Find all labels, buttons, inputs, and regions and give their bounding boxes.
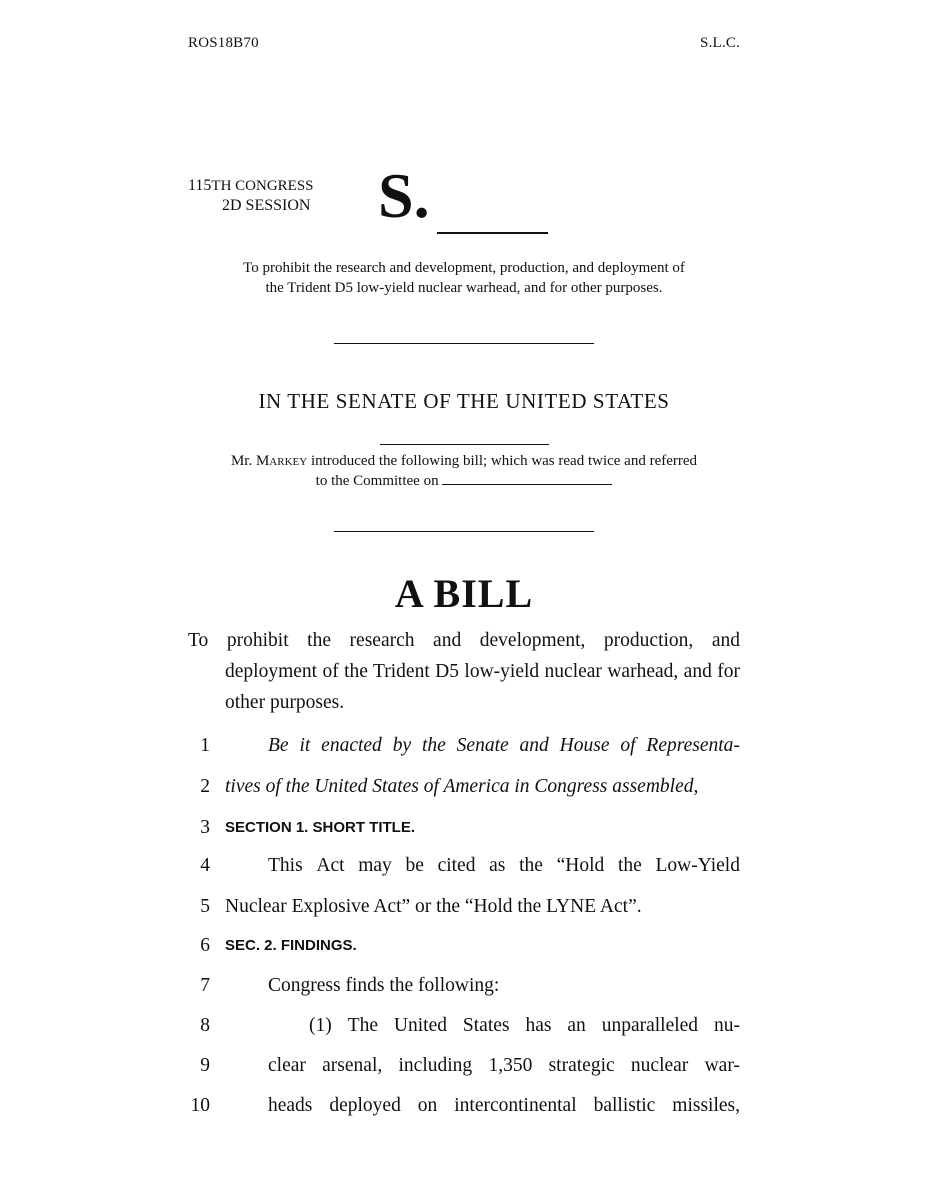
line-text (225, 852, 740, 880)
introduction-line: to the Committee on (188, 471, 740, 491)
word: deployed (329, 1095, 401, 1116)
line-number: 1 (200, 735, 210, 756)
bill-line (188, 852, 740, 880)
bill-line (188, 773, 740, 801)
bill-number-blank (437, 232, 548, 234)
line-text (268, 1092, 740, 1120)
word: nuclear (630, 1055, 689, 1076)
word: States (462, 1015, 510, 1036)
word: cited (437, 855, 476, 876)
line-text (225, 1012, 740, 1040)
congress-line: 115TH CONGRESS (188, 177, 314, 194)
word: 1,350 (488, 1055, 533, 1076)
section-heading: SEC. 2. FINDINGS. (225, 937, 357, 954)
short-purpose-line: the Trident D5 low-yield nuclear warhead, and for other purposes. (265, 280, 663, 296)
word: be (405, 855, 424, 876)
word: clear (268, 1055, 306, 1076)
committee-blank (442, 471, 612, 485)
word: by (392, 735, 412, 756)
divider (334, 531, 594, 532)
line-number: 10 (190, 1095, 210, 1116)
word: missiles, (672, 1095, 740, 1116)
word: ballistic (593, 1095, 656, 1116)
bill-line (188, 932, 740, 960)
word: may (358, 855, 392, 876)
bill-prefix: S. (378, 160, 430, 231)
word: Low-Yield (655, 855, 740, 876)
word: Act (316, 855, 345, 876)
line-text: Congress finds the following: (268, 975, 500, 996)
bill-line (188, 893, 740, 921)
line-number: 8 (200, 1015, 210, 1036)
bill-line (188, 732, 740, 760)
word: has (525, 1015, 552, 1036)
section-heading: SECTION 1. SHORT TITLE. (225, 819, 416, 836)
word: as (489, 855, 506, 876)
line-number: 2 (200, 776, 210, 797)
word: House (559, 735, 610, 756)
word: on (417, 1095, 438, 1116)
word: This (268, 855, 303, 876)
word: war- (704, 1055, 740, 1076)
session-line: 2D SESSION (222, 197, 311, 214)
line-number: 3 (200, 817, 210, 838)
word: the (519, 855, 543, 876)
word: Be (268, 735, 289, 756)
word: Senate (456, 735, 509, 756)
word: heads (268, 1095, 313, 1116)
bill-line (188, 814, 740, 842)
word: Representa- (646, 735, 740, 756)
word: strategic (548, 1055, 615, 1076)
introduction-line: Mr. Markey introduced the following bill; which was read twice and referred (230, 453, 698, 469)
bill-line (188, 1092, 740, 1120)
word: (1) (309, 1015, 332, 1036)
word: intercontinental (454, 1095, 577, 1116)
chamber-heading: IN THE SENATE OF THE UNITED STATES (258, 389, 670, 413)
line-text: Nuclear Explosive Act” or the “Hold the LYNE Act”. (225, 896, 642, 917)
long-purpose: To prohibit the research and development, production, and deployment of the Trident D5 low-yield nuclear warhead, and for other purposes. (188, 630, 740, 713)
word: The (347, 1015, 378, 1036)
divider (380, 444, 549, 445)
congress-session (188, 176, 314, 215)
word: of (620, 735, 636, 756)
word: the (617, 855, 642, 876)
introduction (188, 451, 740, 491)
word: and (519, 735, 549, 756)
bill-line (188, 1052, 740, 1080)
word: enacted (321, 735, 382, 756)
word: an (567, 1015, 586, 1036)
line-number: 5 (200, 896, 210, 917)
word: the (421, 735, 446, 756)
word: including (398, 1055, 473, 1076)
line-number: 7 (200, 975, 210, 996)
word: nu- (713, 1015, 740, 1036)
word: “Hold (556, 855, 605, 876)
bill-heading: A BILL (394, 571, 534, 616)
word: unparalleled (601, 1015, 699, 1036)
line-text (225, 732, 740, 760)
word: United (393, 1015, 447, 1036)
line-text: tives of the United States of America in Congress assembled, (225, 776, 699, 797)
short-purpose-line: To prohibit the research and development, production, and deployment of (243, 260, 685, 276)
divider (334, 343, 594, 344)
sponsor-name: Markey (255, 453, 308, 469)
office-code: S.L.C. (700, 35, 740, 51)
word: arsenal, (322, 1055, 383, 1076)
line-text (268, 1052, 740, 1080)
short-purpose (188, 258, 740, 298)
line-number: 6 (200, 935, 210, 956)
document-id: ROS18B70 (188, 35, 259, 51)
line-number: 9 (200, 1055, 210, 1076)
line-number: 4 (200, 855, 210, 876)
word: it (299, 735, 311, 756)
bill-line (188, 1012, 740, 1040)
bill-line (188, 972, 740, 1000)
